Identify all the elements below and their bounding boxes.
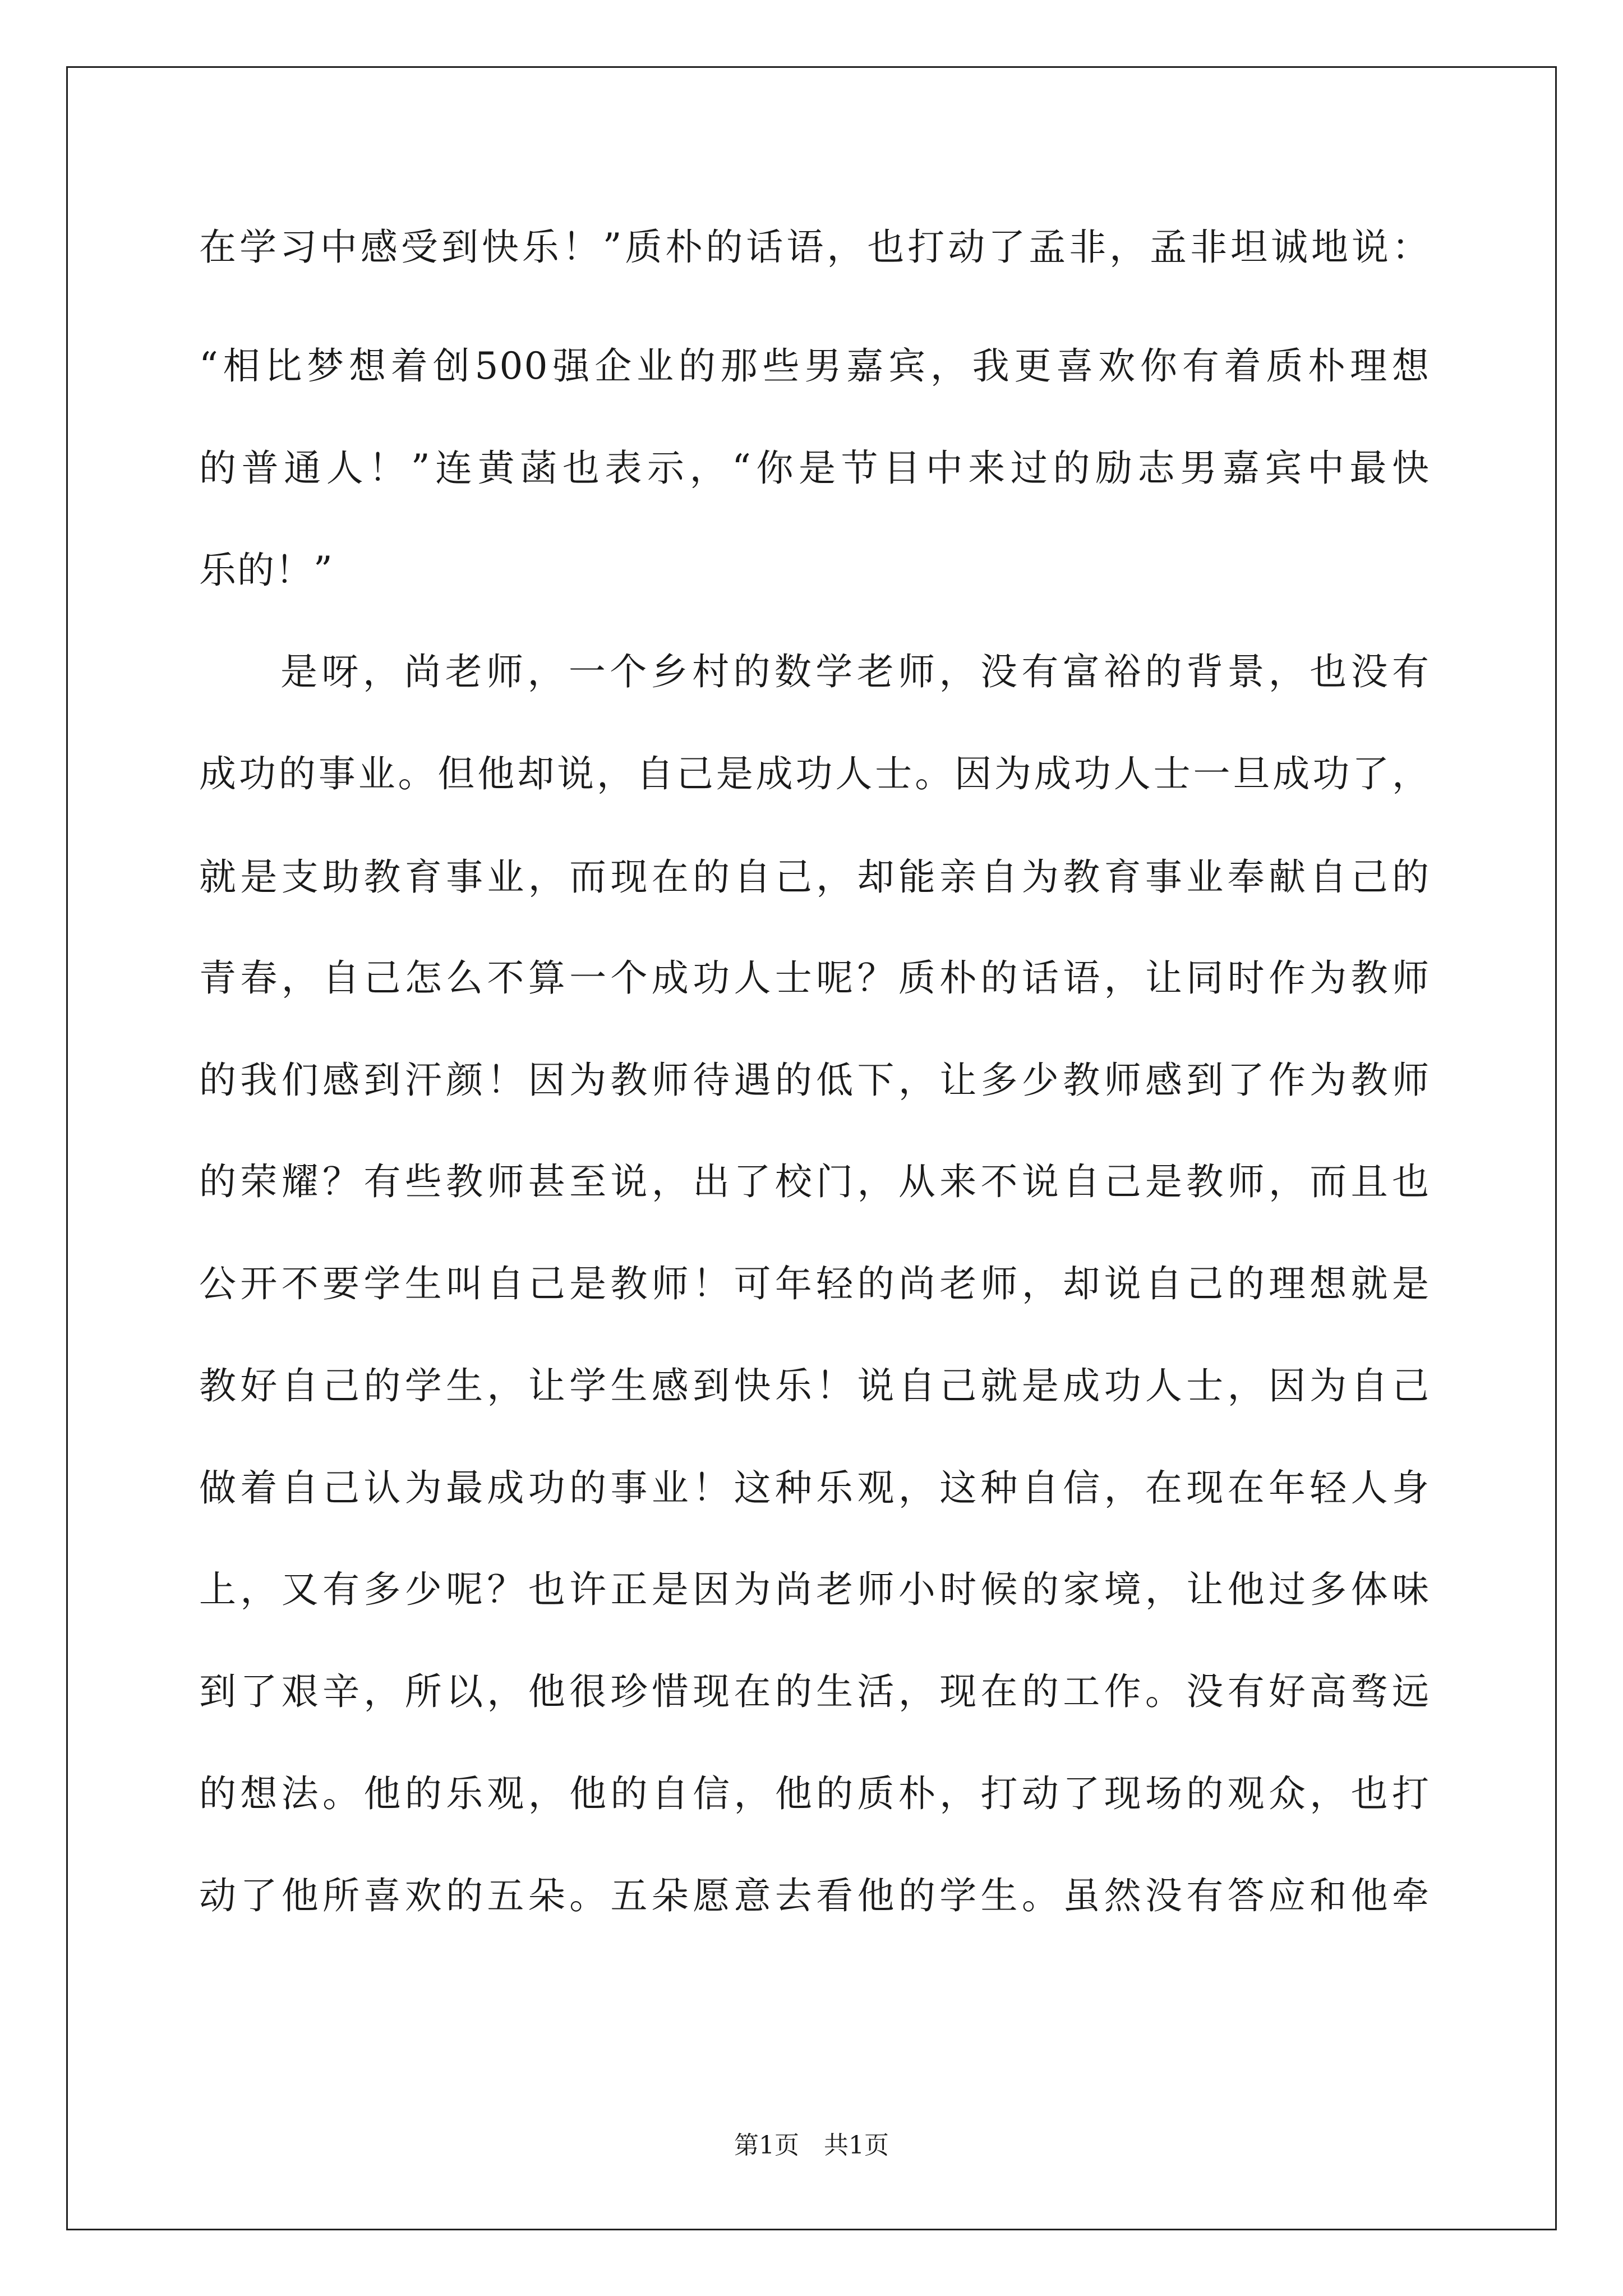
body-line-11: 公开不要学生叫自己是教师！可年轻的尚老师，却说自己的理想就是	[199, 1262, 1430, 1305]
body-line-16: 的想法。他的乐观，他的自信，他的质朴，打动了现场的观众，也打	[199, 1772, 1430, 1815]
body-line-2: “相比梦想着创500强企业的那些男嘉宾，我更喜欢你有着质朴理想	[199, 344, 1430, 388]
body-line-17: 动了他所喜欢的五朵。五朵愿意去看他的学生。虽然没有答应和他牵	[199, 1874, 1430, 1917]
body-line-3: 的普通人！”连黄菡也表示，“你是节目中来过的励志男嘉宾中最快	[199, 447, 1430, 490]
body-line-1: 在学习中感受到快乐！”质朴的话语，也打动了孟非，孟非坦诚地说：	[199, 226, 1430, 269]
body-line-14: 上，又有多少呢？也许正是因为尚老师小时候的家境，让他过多体味	[199, 1568, 1430, 1611]
body-line-13: 做着自己认为最成功的事业！这种乐观，这种自信，在现在年轻人身	[199, 1466, 1430, 1510]
body-line-7: 就是支助教育事业，而现在的自己，却能亲自为教育事业奉献自己的	[199, 855, 1430, 899]
body-line-15: 到了艰辛，所以，他很珍惜现在的生活，现在的工作。没有好高骛远	[199, 1670, 1430, 1713]
body-line-10: 的荣耀？有些教师甚至说，出了校门，从来不说自己是教师，而且也	[199, 1160, 1430, 1203]
body-line-6: 成功的事业。但他却说，自己是成功人士。因为成功人士一旦成功了，	[199, 752, 1430, 795]
page-number: 第1页 共1页	[734, 2131, 889, 2160]
body-line-8: 青春，自己怎么不算一个成功人士呢？质朴的话语，让同时作为教师	[199, 956, 1430, 1000]
body-line-12: 教好自己的学生，让学生感到快乐！说自己就是成功人士，因为自己	[199, 1364, 1430, 1407]
body-line-4: 乐的！”	[199, 549, 334, 592]
body-line-5: 是呀，尚老师，一个乡村的数学老师，没有富裕的背景，也没有	[280, 650, 1430, 693]
body-line-9: 的我们感到汗颜！因为教师待遇的低下，让多少教师感到了作为教师	[199, 1059, 1430, 1102]
